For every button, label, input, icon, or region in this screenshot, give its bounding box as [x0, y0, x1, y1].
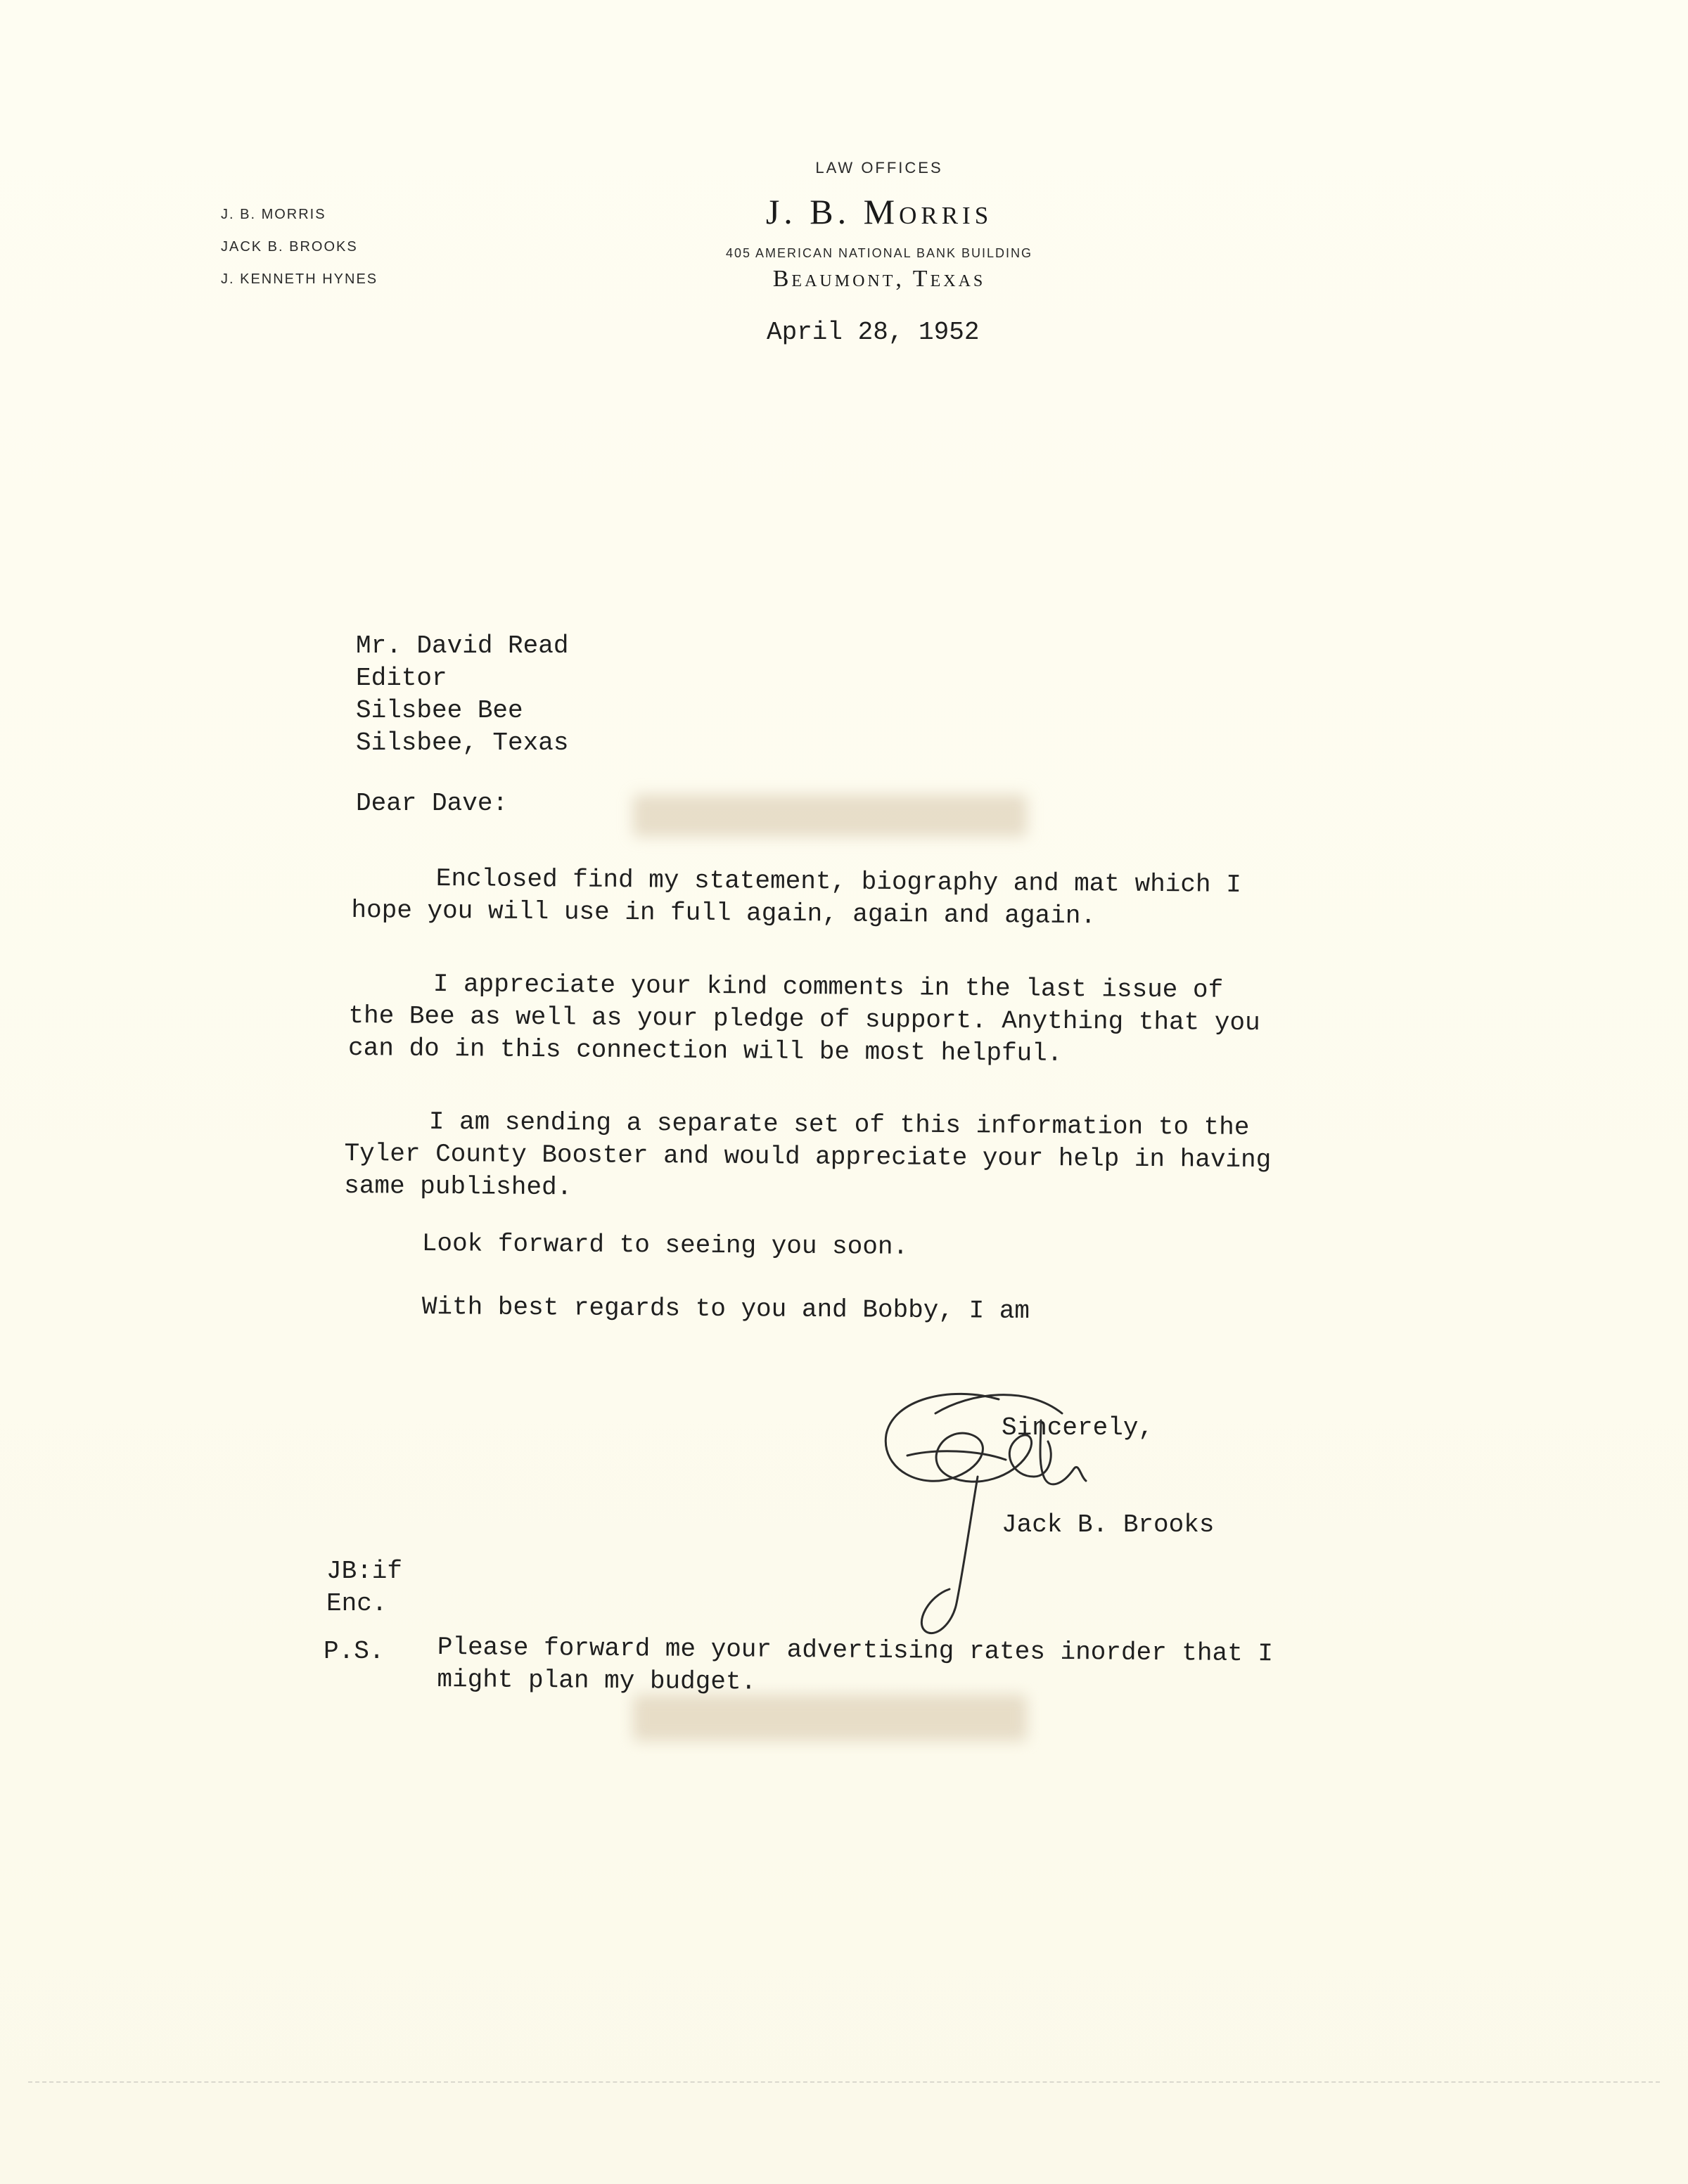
letterhead-firm-name: J. B. Morris [765, 192, 993, 231]
body-line: can do in this connection will be most helpful. [347, 1033, 1063, 1068]
body-paragraph-3 [344, 1105, 1272, 1209]
partners-list [221, 198, 378, 295]
body-line: Enclosed find my statement, biography and mat which I [435, 863, 1241, 899]
recipient-address-block [356, 630, 568, 759]
body-paragraph-1 [351, 862, 1241, 934]
body-paragraph-4 [422, 1228, 909, 1264]
letterhead-address: 405 AMERICAN NATIONAL BANK BUILDING [725, 246, 1033, 260]
partner-name: JACK B. BROOKS [221, 239, 358, 255]
recipient-organization: Silsbee Bee [356, 696, 523, 725]
closing: Sincerely, [1002, 1413, 1154, 1442]
enclosure-notation: Enc. [326, 1589, 388, 1618]
body-line: Tyler County Booster and would appreciate your help in having [344, 1138, 1272, 1175]
scan-smudge [633, 795, 1027, 837]
recipient-name: Mr. David Read [356, 631, 569, 660]
body-paragraph-2 [348, 968, 1260, 1072]
letterhead-city: Beaumont, Texas [772, 266, 986, 292]
body-line: same published. [344, 1171, 573, 1202]
body-line: With best regards to you and Bobby, I am [421, 1292, 1030, 1326]
partner-name: J. B. MORRIS [221, 207, 326, 222]
body-line: the Bee as well as your pledge of support. Anything that you [348, 1001, 1260, 1038]
body-paragraph-5 [422, 1291, 1030, 1328]
body-line: I appreciate your kind comments in the last issue of [433, 969, 1224, 1005]
salutation: Dear Dave: [356, 789, 509, 818]
body-line: Look forward to seeing you soon. [421, 1229, 909, 1261]
partner-name: J. KENNETH HYNES [221, 271, 378, 287]
body-line: I am sending a separate set of this information to the [428, 1107, 1250, 1142]
postscript-line: might plan my budget. [437, 1664, 757, 1697]
letterhead-offices-label: LAW OFFICES [815, 159, 943, 176]
letter-date: April 28, 1952 [767, 318, 980, 347]
body-line: hope you will use in full again, again and again. [351, 895, 1096, 931]
signer-name: Jack B. Brooks [1002, 1510, 1215, 1539]
postscript-line: Please forward me your advertising rates inorder that I [437, 1633, 1274, 1669]
postscript-text [437, 1631, 1273, 1702]
postscript-label: P.S. [324, 1637, 385, 1666]
recipient-title: Editor [356, 664, 447, 693]
reference-initials: JB:if [326, 1557, 403, 1586]
scan-smudge [633, 1695, 1027, 1741]
recipient-city: Silsbee, Texas [356, 728, 569, 757]
page-fold-line [28, 2081, 1660, 2084]
